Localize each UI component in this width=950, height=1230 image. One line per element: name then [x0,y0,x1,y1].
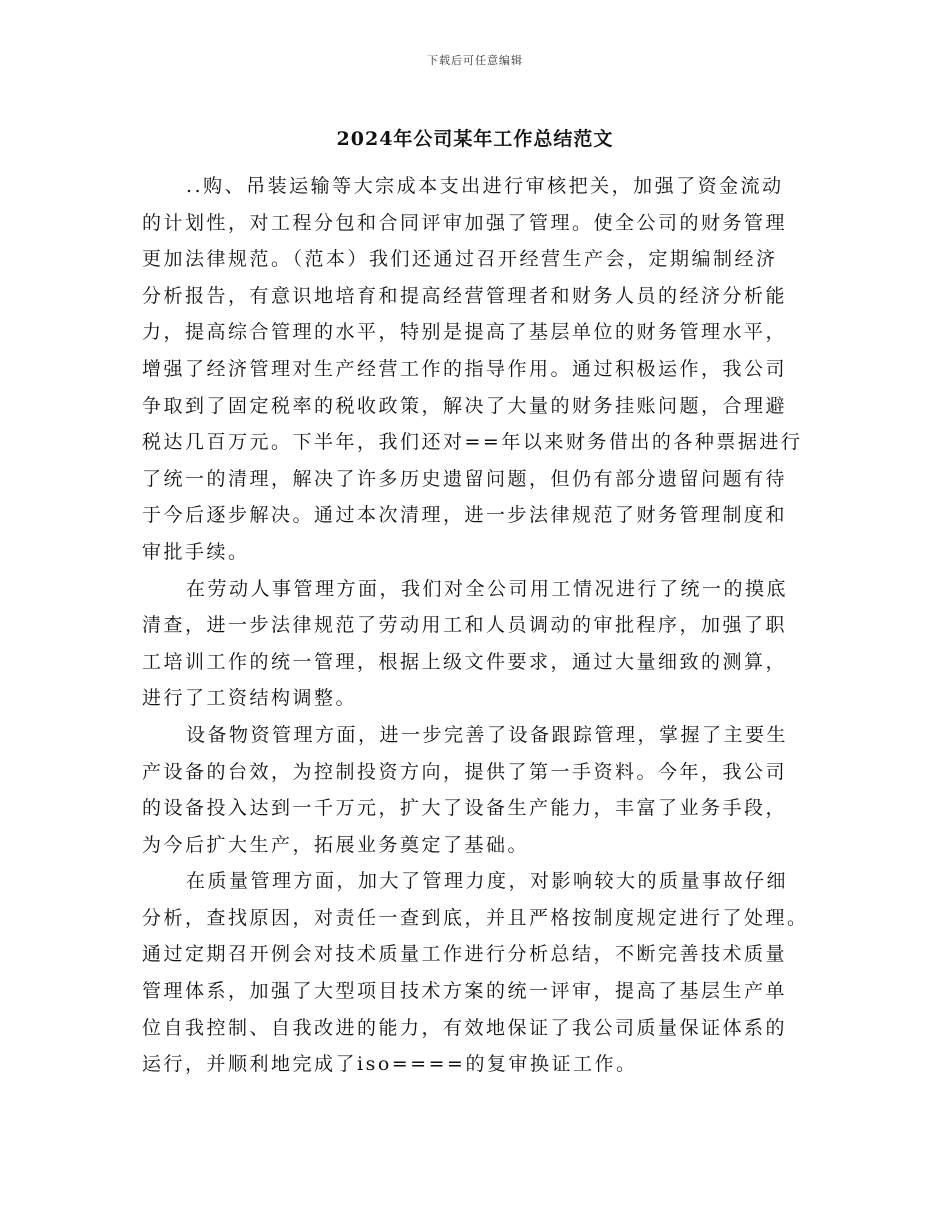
text-line: 为今后扩大生产，拓展业务奠定了基础。 [142,833,530,856]
text-line: 通过定期召开例会对技术质量工作进行分析总结，不断完善技术质量 [142,943,788,966]
text-line: 了统一的清理，解决了许多历史遗留问题，但仍有部分遗留问题有待 [142,467,788,490]
text-line: 于今后逐步解决。通过本次清理，进一步法律规范了财务管理制度和 [142,504,788,527]
paragraph-quality [142,863,826,1083]
header-note: 下载后可任意编辑 [427,54,523,67]
text-line: 更加法律规范。（范本）我们还通过召开经营生产会，定期编制经济 [142,248,778,271]
document-body [142,168,826,1083]
text-line: 分析报告，有意识地培育和提高经营管理者和财务人员的经济分析能 [142,284,788,307]
paragraph-equipment [142,717,826,863]
text-line: 争取到了固定税率的税收政策，解决了大量的财务挂账问题，合理避 [142,394,788,417]
text-line: 在质量管理方面，加大了管理力度，对影响较大的质量事故仔细 [186,870,789,893]
paragraph-labor [142,571,826,717]
paragraph-finance [142,168,826,571]
text-line: 运行，并顺利地完成了iso====的复审换证工作。 [142,1053,638,1076]
text-line: 的设备投入达到一千万元，扩大了设备生产能力，丰富了业务手段， [142,797,788,820]
text-line: 审批手续。 [142,540,250,563]
text-line: 产设备的台效，为控制投资方向，提供了第一手资料。今年，我公司 [142,760,788,783]
text-line: ..购、吊装运输等大宗成本支出进行审核把关，加强了资金流动 [186,175,784,197]
text-line: 工培训工作的统一管理，根据上级文件要求，通过大量细致的测算， [142,650,788,673]
text-line: 的计划性，对工程分包和合同评审加强了管理。使全公司的财务管理 [142,211,788,234]
text-line: 位自我控制、自我改进的能力，有效地保证了我公司质量保证体系的 [142,1016,788,1039]
text-line: 增强了经济管理对生产经营工作的指导作用。通过积极运作，我公司 [142,357,788,380]
text-line: 力，提高综合管理的水平，特别是提高了基层单位的财务管理水平， [142,321,788,344]
text-line: 分析，查找原因，对责任一查到底，并且严格按制度规定进行了处理。 [142,906,809,929]
text-line: 进行了工资结构调整。 [142,687,358,710]
text-line: 在劳动人事管理方面，我们对全公司用工情况进行了统一的摸底 [186,577,789,600]
text-line: 管理体系，加强了大型项目技术方案的统一评审，提高了基层生产单 [142,980,788,1003]
text-line: 设备物资管理方面，进一步完善了设备跟踪管理，掌握了主要生 [186,723,789,746]
document-title: 2024年公司某年工作总结范文 [336,128,614,150]
text-line: 清查，进一步法律规范了劳动用工和人员调动的审批程序，加强了职 [142,614,788,637]
text-line: 税达几百万元。下半年，我们还对==年以来财务借出的各种票据进行 [142,431,803,454]
